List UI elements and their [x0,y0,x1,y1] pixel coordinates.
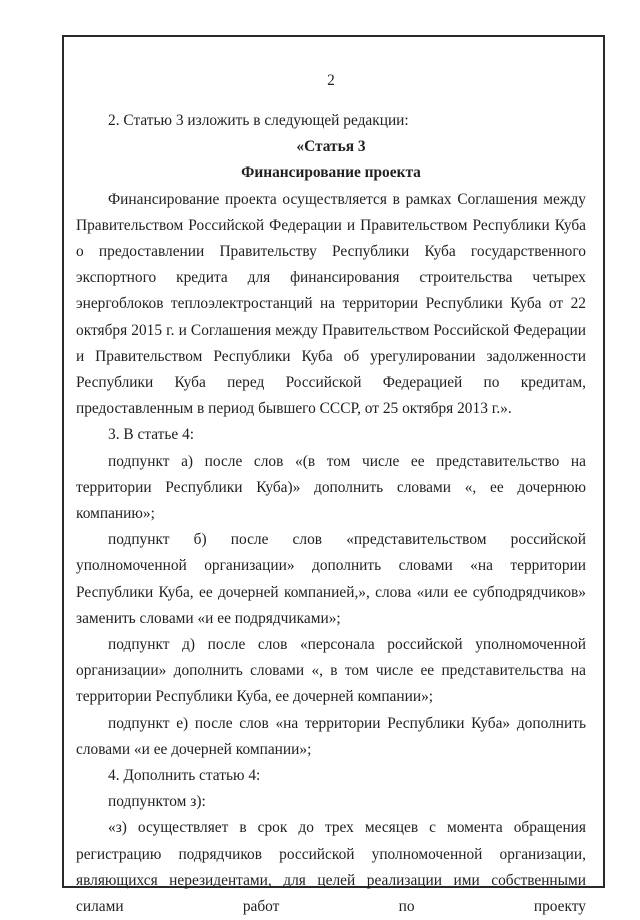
subitem-d: подпункт д) после слов «персонала российской уполномоченной организации» дополнить словами «, в том числе ее представительства на территории Республики Куба, ее дочерней компании»; [76,636,586,706]
article-heading: «Статья 3 [296,138,366,156]
subitem-e: подпункт е) после слов «на территории Республики Куба» дополнить словами «и ее дочерней компании»; [76,714,586,758]
document-body [76,68,586,920]
item-2: 2. Статью 3 изложить в следующей редакции: [108,112,409,129]
page-number: 2 [327,72,335,89]
subitem-z-text: «з) осуществляет в срок до трех месяцев с момента обращения регистрацию подрядчиков российской уполномоченной организации, являющихся нерезидентами, для целей реализации ими собственными силами работ по проекту [76,819,586,916]
subitem-z-intro: подпунктом з): [108,793,206,811]
item-3: 3. В статье 4: [108,426,195,444]
item-4: 4. Дополнить статью 4: [108,767,261,785]
article-body: Финансирование проекта осуществляется в рамках Соглашения между Правительством Российской Федерации и Правительством Республики Куба о предоставлении Правительству Республики Куба государственного экспортного кредита для финансирования строительства четырех энергоблоков теплоэлектростанций на территории Республики Куба от 22 октября 2015 г. и Соглашения между Правительством Российской Федерации и Правительством Республики Куба об урегулировании задолженности Республики Куба перед Российской Федерацией по кредитам, предоставленным в период бывшего СССР, от 25 октября 2013 г.». [76,190,586,418]
article-title: Финансирование проекта [241,164,421,182]
subitem-b: подпункт б) после слов «представительством российской уполномоченной организации» дополнить словами «на территории Республики Куба, ее дочерней компанией,», слова «или ее субподрядчиков» заменить словами «и ее подрядчиками»; [76,531,586,627]
subitem-a: подпункт а) после слов «(в том числе ее представительство на территории Республики Куба)» дополнить словами «, ее дочернюю компанию»; [76,452,586,523]
